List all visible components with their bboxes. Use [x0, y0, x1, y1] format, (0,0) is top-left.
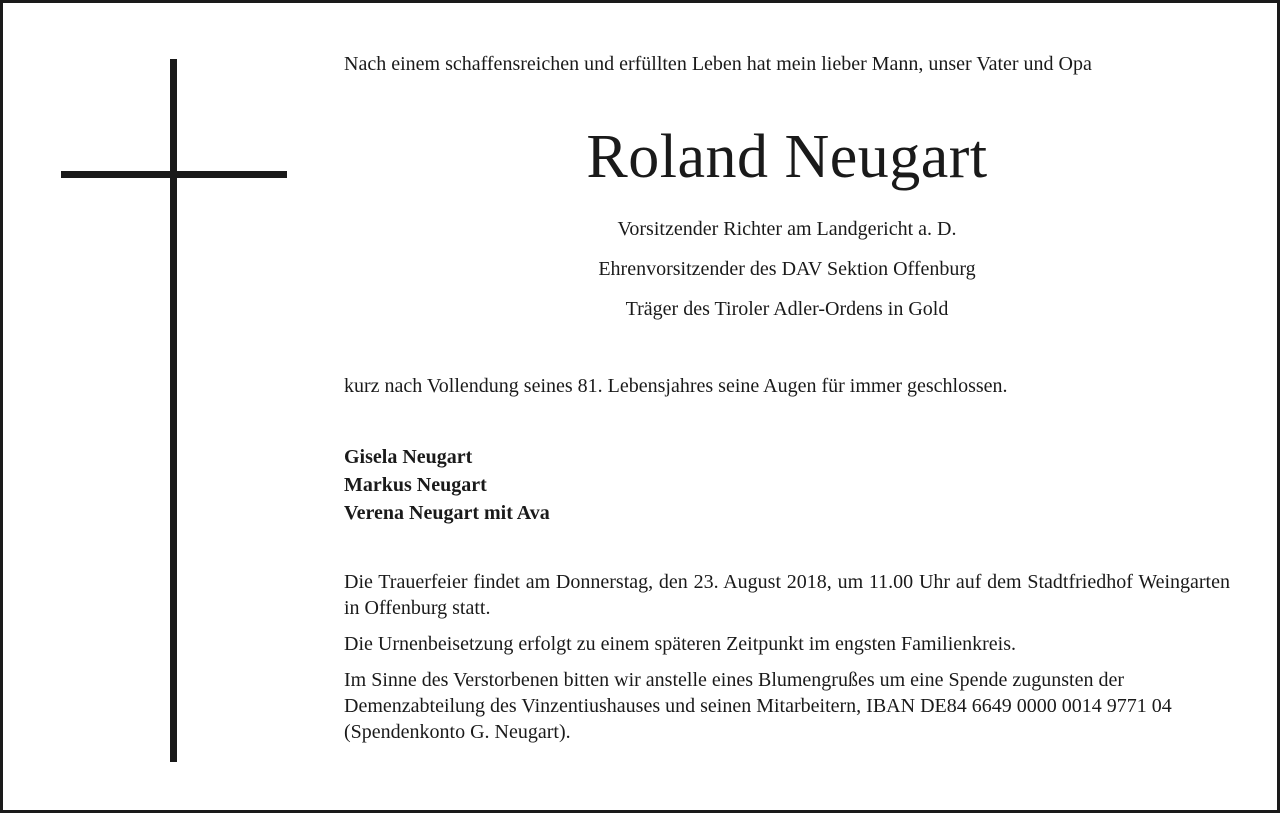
urn-burial-info: Die Urnenbeisetzung erfolgt zu einem späteren Zeitpunkt im engsten Familienkreis.: [344, 633, 1017, 655]
mourner-name: Verena Neugart mit Ava: [344, 502, 550, 524]
title-line: Träger des Tiroler Adler-Ordens in Gold: [625, 298, 949, 320]
closing-text: kurz nach Vollendung seines 81. Lebensjahres seine Augen für immer geschlossen.: [344, 375, 1008, 397]
title-line: Ehrenvorsitzender des DAV Sektion Offenburg: [598, 258, 976, 280]
mourner-name: Markus Neugart: [344, 474, 487, 496]
intro-text: Nach einem schaffensreichen und erfüllten Leben hat mein lieber Mann, unser Vater und Opa: [344, 53, 1092, 75]
mourners-list: [344, 443, 550, 527]
donation-request: Im Sinne des Verstorbenen bitten wir anstelle eines Blumengrußes um eine Spende zugunsten der Demenzabteilung des Vinzentiushauses und seinen Mitarbeitern, IBAN DE84 6649 0000 0014 9771 04 (Spendenkonto G. Neugart).: [344, 669, 1172, 743]
mourner-name: Gisela Neugart: [344, 446, 473, 468]
funeral-service-info: Die Trauerfeier findet am Donnerstag, den 23. August 2018, um 11.00 Uhr auf dem Stadtfriedhof Weingarten in Offenburg statt.: [344, 571, 1230, 619]
cross-horizontal-beam: [61, 171, 287, 178]
cross-vertical-beam: [170, 59, 177, 762]
ceremony-details: [344, 569, 1230, 755]
honorary-titles: [344, 215, 1230, 335]
deceased-name: Roland Neugart: [586, 123, 988, 191]
title-line: Vorsitzender Richter am Landgericht a. D.: [617, 218, 957, 240]
